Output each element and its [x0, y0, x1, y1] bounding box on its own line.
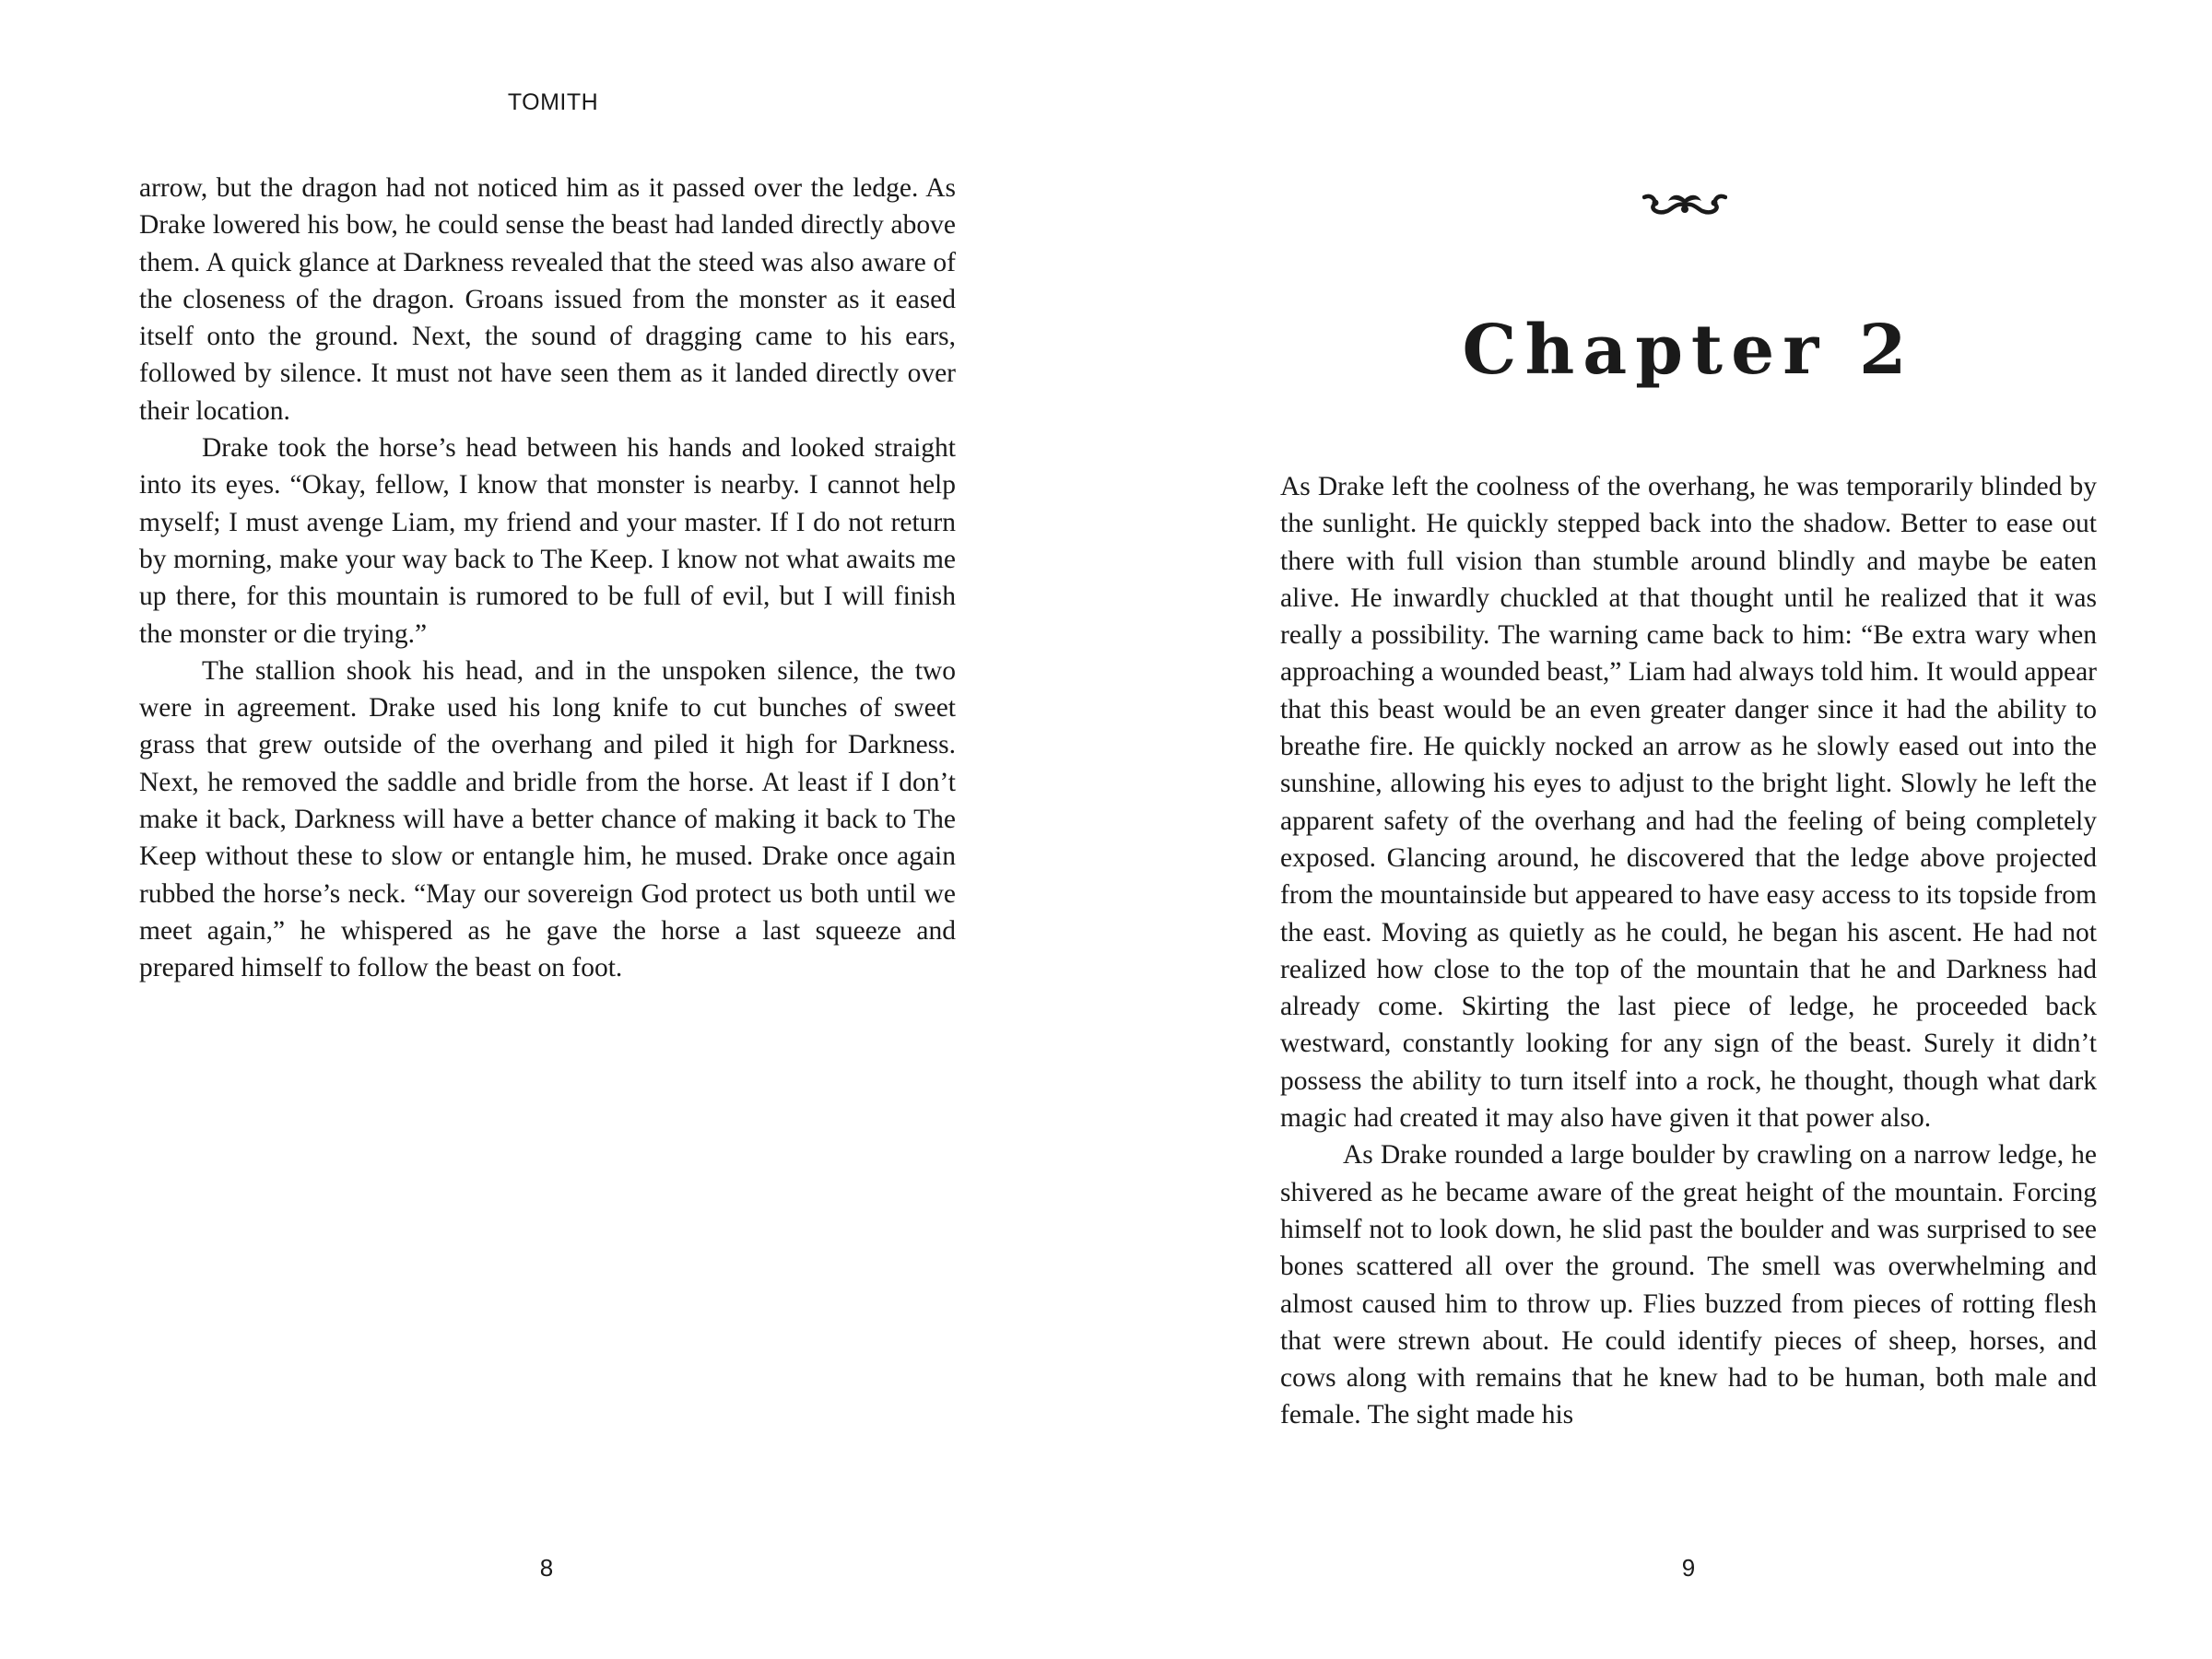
- paragraph: As Drake rounded a large boulder by crawling on a narrow ledge, he shivered as he became aware of the great height of the mountain. Forcing himself not to look down, he slid past the boulder and was surprised to see bones scattered all over the ground. The smell was overwhelming and almost caused him to throw up. Flies buzzed from pieces of rotting flesh that were strewn about. He could identify pieces of sheep, horses, and cows along with remains that he knew had to be human, both male and female. The sight made his: [1280, 1140, 2097, 1430]
- paragraph: arrow, but the dragon had not noticed him as it passed over the ledge. As Drake lowered his bow, he could sense the beast had landed directly above them. A quick glance at Darkness revealed that the steed was also aware of the closeness of the dragon. Groans issued from the monster as it eased itself onto the ground. Next, the sound of dragging came to his ears, followed by silence. It must not have seen them as it landed directly over their location.: [139, 173, 956, 426]
- page-number-right: 9: [1681, 1554, 1696, 1582]
- running-head: TOMITH: [507, 89, 599, 115]
- right-page-body: [1280, 468, 2097, 1434]
- paragraph: As Drake left the coolness of the overhang, he was temporarily blinded by the sunlight. He quickly stepped back into the shadow. Better to ease out there with full vision than stumble around blindly and maybe be eaten alive. He inwardly chuckled at that thought until he realized that it was really a possibility. The warning came back to him: “Be extra wary when approaching a wounded beast,” Liam had always told him. It would appear that this beast would be an even greater danger since it had the ability to breathe fire. He quickly nocked an arrow as he slowly eased out into the sunshine, allowing his eyes to adjust to the bright light. Slowly he left the apparent safety of the overhang and had the feeling of being completely exposed. Glancing around, he discovered that the ledge above projected from the mountainside but appeared to have easy access to its topside from the east. Moving as quietly as he could, he began his ascent. He had not realized how close to the top of the mountain that he and Darkness had already come. Skirting the last piece of ledge, he proceeded back westward, constantly looking for any sign of the beast. Surely it didn’t possess the ability to turn itself into a rock, he thought, though what dark magic had created it may also have given it that power also.: [1280, 472, 2097, 1134]
- page-number-left: 8: [539, 1554, 554, 1582]
- left-page-body: [139, 170, 956, 987]
- chapter-title: Chapter 2: [1462, 311, 1915, 390]
- paragraph: Drake took the horse’s head between his hands and looked straight into its eyes. “Okay, fellow, I know that monster is nearby. I cannot help myself; I must avenge Liam, my friend and your master. If I do not return by morning, make your way back to The Keep. I know not what awaits me up there, for this mountain is rumored to be full of evil, but I will finish the monster or die trying.”: [139, 433, 956, 649]
- paragraph: The stallion shook his head, and in the unspoken silence, the two were in agreement. Drake used his long knife to cut bunches of sweet grass that grew outside of the overhang and piled it high for Darkness. Next, he removed the saddle and bridle from the horse. At least if I don’t make it back, Darkness will have a better chance of making it back to The Keep without these to slow or entangle him, he mused. Drake once again rubbed the horse’s neck. “May our sovereign God protect us both until we meet again,” he whispered as he gave the horse a last squeeze and prepared himself to follow the beast on foot.: [139, 655, 956, 983]
- fleuron-ornament-icon: [1642, 190, 1727, 218]
